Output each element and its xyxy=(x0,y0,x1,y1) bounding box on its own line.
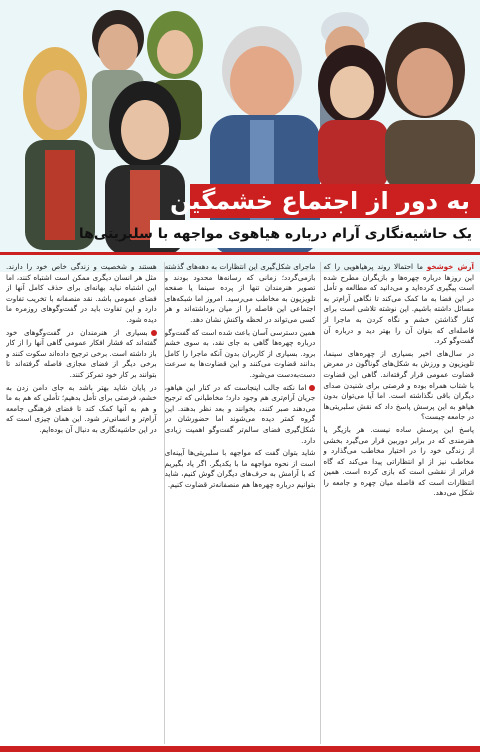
column-2-paragraph-1 xyxy=(165,262,316,326)
paragraph-text: اما نکته جالب اینجاست که در کنار این هیاهو، جریان آرام‌تری هم وجود دارد؛ مخاطبانی که ترجیح می‌دهند صبر کنند، بخوانند و بعد نظر بدهند. این گروه کمتر دیده می‌شوند اما حضورشان در شکل‌گیری فضای سالم‌تر گفت‌وگو اهمیت زیادی دارد. xyxy=(164,382,316,445)
paragraph-text: در سال‌های اخیر بسیاری از چهره‌های سینما، تلویزیون و ورزش به شکل‌های گوناگون در معرض قضاوت عمومی قرار گرفته‌اند. گاهی این قضاوت با شتاب همراه بوده و فرصتی برای شنیدن صدای دیگران باقی نگذاشته است. اما آیا می‌توان بدون هیاهو به این پرسش پاسخ داد که نقش سلبریتی‌ها در جامعه چیست؟ xyxy=(323,348,474,422)
column-1-paragraph-2 xyxy=(323,349,474,423)
column-2-paragraph-2 xyxy=(165,328,316,381)
bullet-icon xyxy=(151,330,157,336)
article-column-3 xyxy=(6,262,157,744)
paragraph-text: شاید بتوان گفت که مواجهه با سلبریتی‌ها آیینه‌ای است از نحوه مواجهه ما با یکدیگر. اگر یاد بگیریم که با آرامش به حرف‌های دیگران گوش کنیم، شاید بتوانیم درباره چهره‌ها هم منصفانه‌تر قضاوت کنیم. xyxy=(164,448,316,489)
bullet-icon xyxy=(309,385,315,391)
subheadline-bar xyxy=(78,220,480,248)
column-1-paragraph-3 xyxy=(323,425,474,499)
paragraph-text: در پایان شاید بهتر باشد به جای دامن زدن به خشم، فرصتی برای تأمل بدهیم؛ تأملی که هم به ما و هم به آنها کمک کند تا فضای فرهنگی جامعه آرام‌تر و انسانی‌تر شود. این همان چیزی است که در این حاشیه‌نگاری به دنبال آن بوده‌ایم. xyxy=(5,382,157,434)
author-lead: آرش خوشخو xyxy=(426,262,474,271)
column-3-paragraph-3 xyxy=(6,383,157,436)
headline-banner xyxy=(169,184,480,218)
column-divider xyxy=(164,262,165,744)
article-column-2 xyxy=(165,262,316,744)
column-3-paragraph-2 xyxy=(6,328,157,381)
paragraph-text: همین دسترسی آسان باعث شده است که گفت‌وگو درباره چهره‌ها گاهی به جای نقد، به سوی خشم برود. بسیاری از کاربران بدون آنکه ماجرا را کامل بدانند قضاوت می‌کنند و این قضاوت‌ها به سرعت دست‌به‌دست می‌شود. xyxy=(164,327,316,379)
footer-accent-bar xyxy=(0,746,480,752)
article-column-1 xyxy=(323,262,474,744)
column-2-paragraph-3 xyxy=(165,383,316,447)
paragraph-text: هستند و شخصیت و زندگی خاص خود را دارند. مثل هر انسان دیگری ممکن است اشتباه کنند، اما این اشتباه نباید بهانه‌ای برای حذف کامل آنها از فضای عمومی باشد. نقد منصفانه با تخریب تفاوت دارد و این تفاوت باید در گفت‌وگوهای روزمره ما دیده شود. xyxy=(5,262,157,324)
column-divider xyxy=(320,262,321,744)
subheadline: یک حاشیه‌نگاری آرام درباره‌ هیاهوی مواجهه با سلبریتی‌ها xyxy=(78,226,472,242)
accent-rule xyxy=(0,252,480,255)
caricature-figure-1 xyxy=(23,47,95,250)
paragraph-text: پاسخ این پرسش ساده نیست. هر بازیگر یا هنرمندی که در برابر دوربین قرار می‌گیرد بخشی از زندگی خود را در اختیار مخاطب می‌گذارد و مخاطب نیز از او انتظاراتی پیدا می‌کند که گاه فراتر از نقشی است که بازی کرده است. همین انتظارات است که فاصله میان چهره و جامعه را شکل می‌دهد. xyxy=(323,424,474,498)
column-3-paragraph-1 xyxy=(6,262,157,326)
article-body xyxy=(6,262,474,744)
column-1-paragraph-1 xyxy=(323,262,474,347)
column-2-paragraph-4 xyxy=(165,448,316,490)
paragraph-text: ماجرای شکل‌گیری این انتظارات به دهه‌های گذشته بازمی‌گردد؛ زمانی که رسانه‌ها محدود بودند و تصویر هنرمندان تنها از پرده سینما یا صفحه تلویزیون به مخاطب می‌رسید. امروز اما شبکه‌های اجتماعی این فاصله را از میان برداشته‌اند و هر کسی می‌تواند در لحظه واکنش نشان دهد. xyxy=(164,262,316,324)
headline: به دور از اجتماع خشمگین xyxy=(169,187,470,215)
paragraph-text: ما احتمالا روند پرهیاهویی را که این روزها درباره چهره‌ها و بازیگران مطرح شده است پیگیری کرده‌اید و می‌دانید که مطالعه و تأمل در این فضا به ما کمک می‌کند تا نگاهی آرام‌تر به مسائل داشته باشیم. این نوشته تلاشی است برای کنار گذاشتن خشم و نگاه کردن به ماجرا از فاصله‌ای که بتوان آن را بهتر دید و درباره آن گفت‌وگو کرد. xyxy=(323,262,474,346)
paragraph-text: بسیاری از هنرمندان در گفت‌وگوهای خود گفته‌اند که فشار افکار عمومی گاهی آنها را از کار باز داشته است. برخی ترجیح داده‌اند سکوت کنند و برخی دیگر از فضای مجازی فاصله گرفته‌اند تا بتوانند بر کار خود تمرکز کنند. xyxy=(5,327,157,379)
